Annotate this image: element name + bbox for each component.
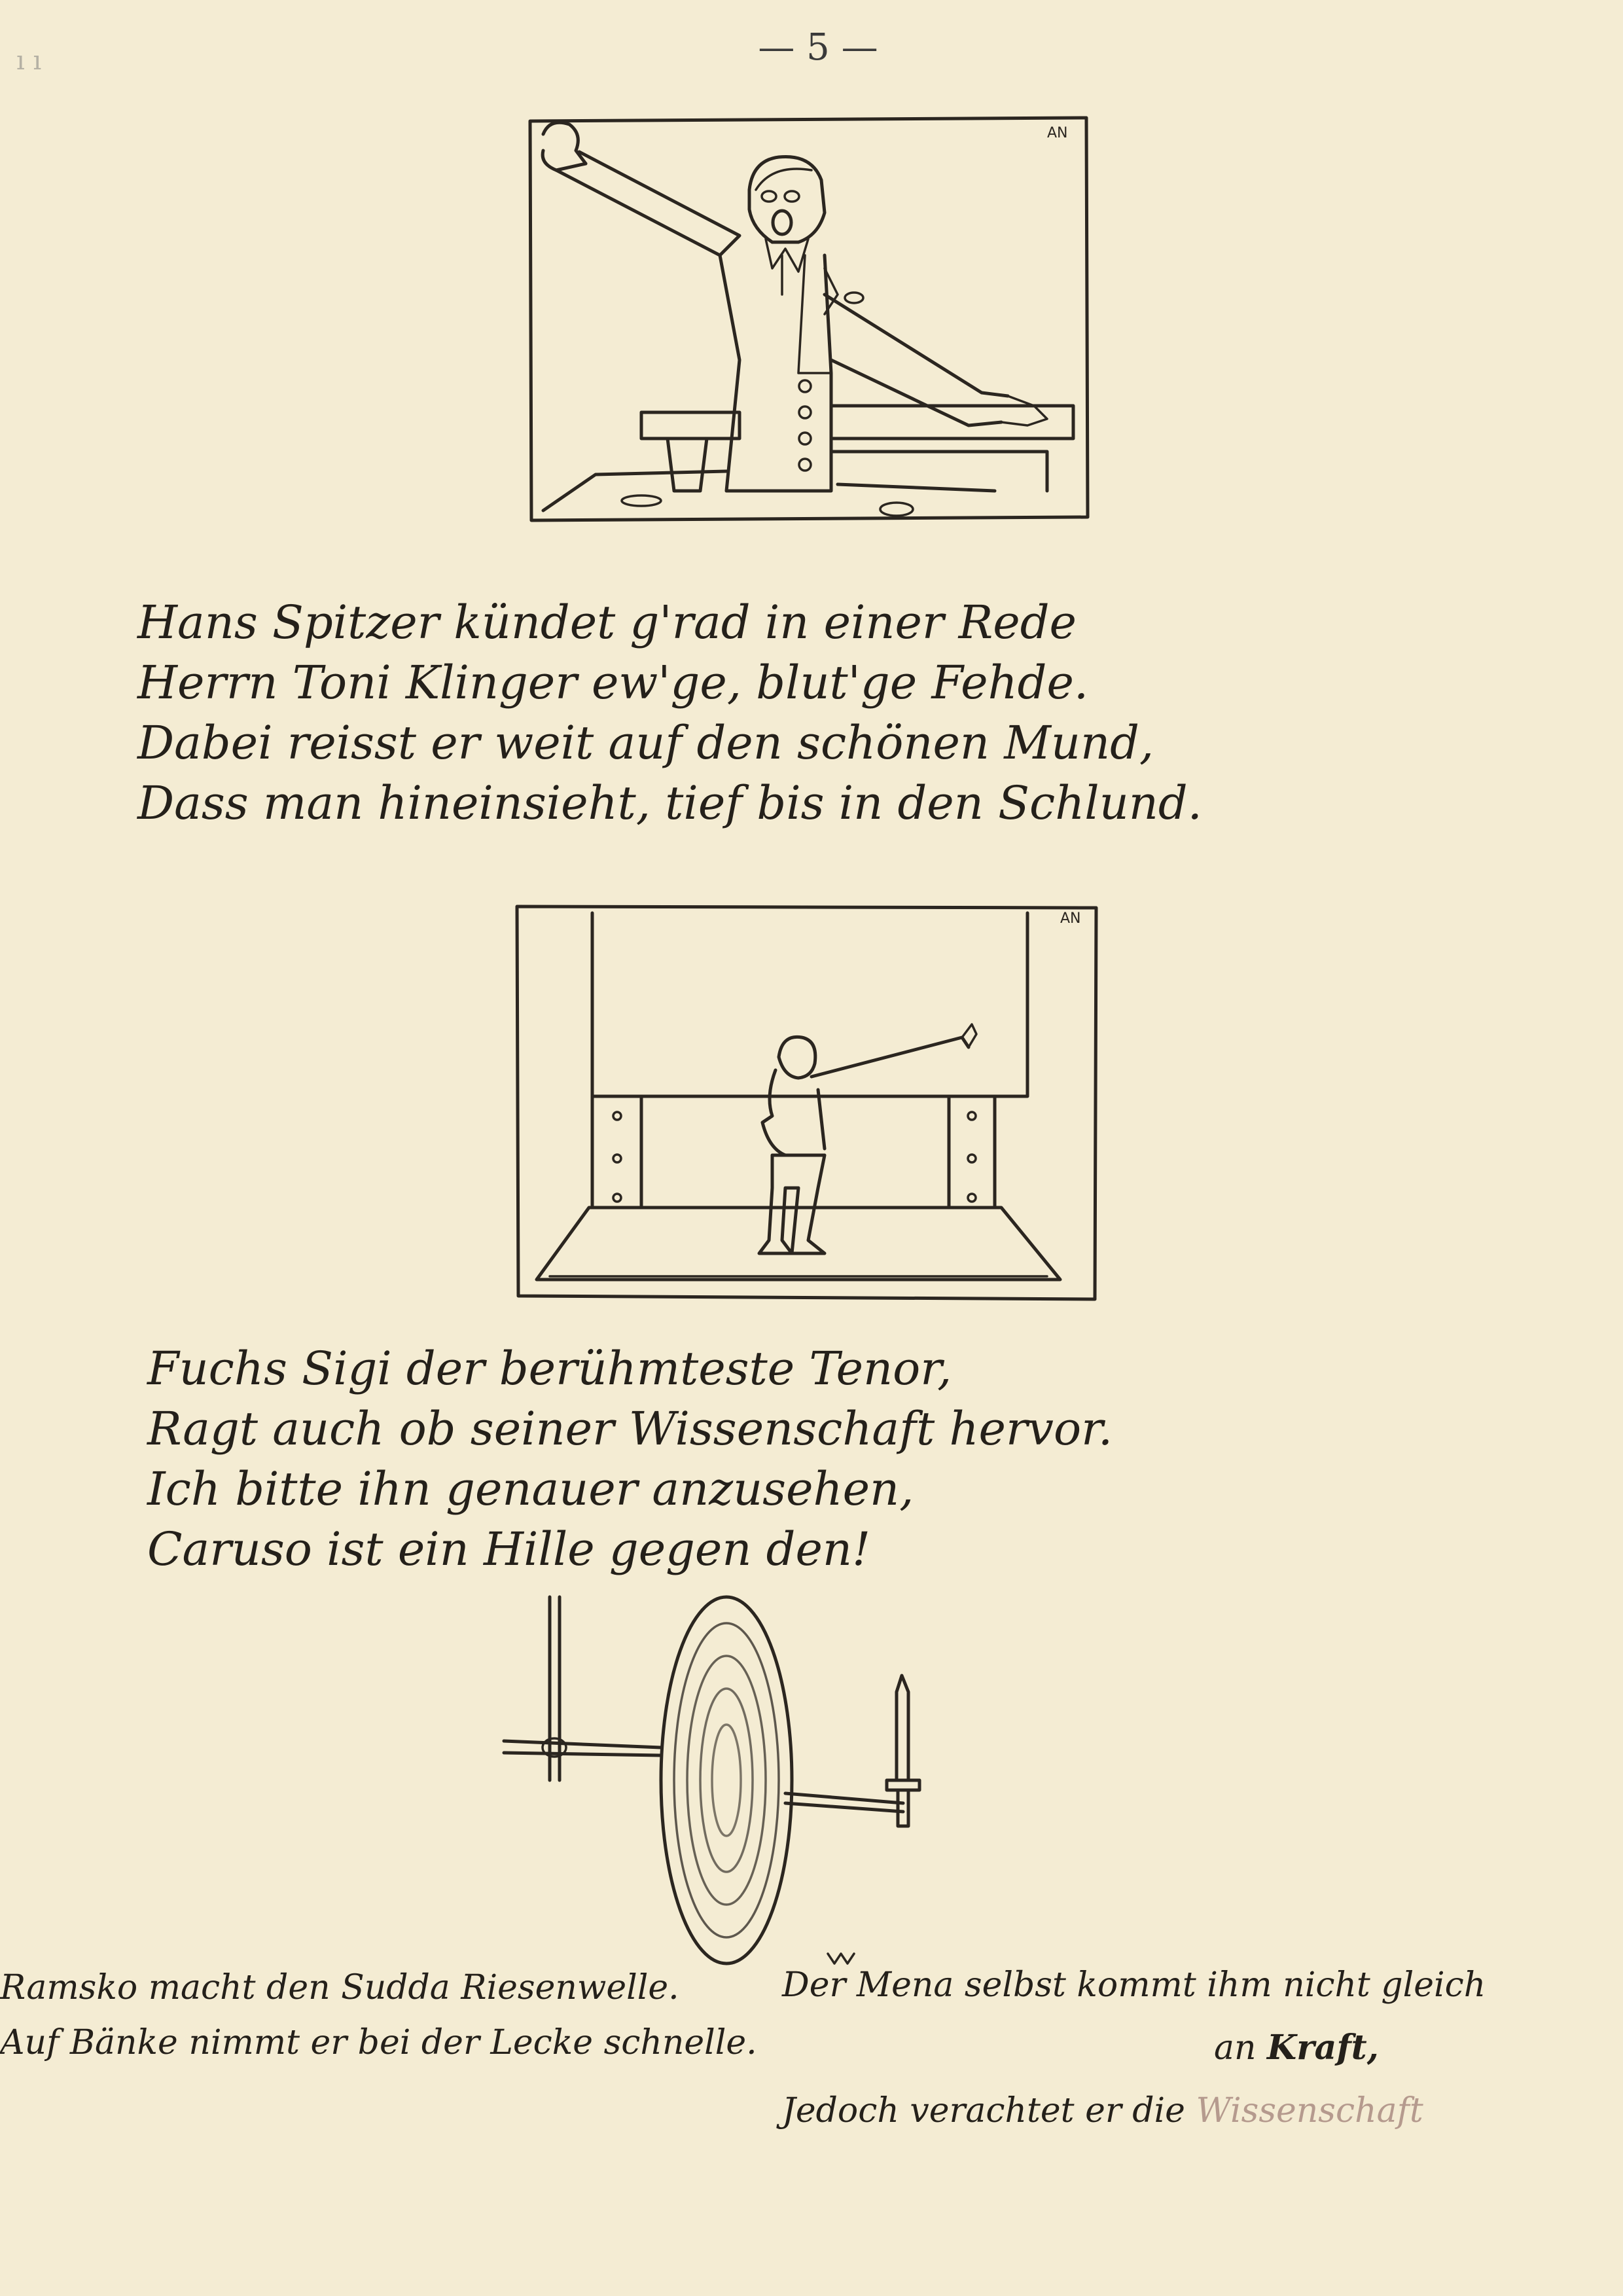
verse-word: an xyxy=(1214,2028,1268,2068)
page-number: — 5 — xyxy=(758,26,878,69)
verse-line: Ragt auch ob seiner Wissenschaft hervor. xyxy=(147,1402,1113,1456)
verse-2 xyxy=(147,1338,1113,1579)
verse-line: Dabei reisst er weit auf den schönen Mund, xyxy=(137,716,1154,770)
edge-mark: ı ı xyxy=(16,46,42,76)
illustration-singer xyxy=(524,98,1099,527)
verse-line: Fuchs Sigi der berühmteste Tenor, xyxy=(147,1342,952,1395)
verse-line xyxy=(782,2079,1486,2142)
verse-line: Herrn Toni Klinger ew'ge, blut'ge Fehde. xyxy=(137,656,1089,709)
verse-line: Hans Spitzer kündet g'rad in einer Rede xyxy=(137,596,1077,649)
illustration-signature: AN xyxy=(1047,125,1068,141)
illustration-tenor xyxy=(510,900,1099,1306)
verse-line: Ramsko macht den Sudda Riesenwelle. xyxy=(0,1968,679,2007)
verse-line: Ich bitte ihn genauer anzusehen, xyxy=(147,1462,914,1516)
illustration-signature: AN xyxy=(1060,910,1081,927)
verse-word-kraft: Kraft, xyxy=(1267,2028,1379,2068)
verse-line: Auf Bänke nimmt er bei der Lecke schnelle. xyxy=(0,2023,757,2062)
verse-line: Dass man hineinsieht, tief bis in den Schlund. xyxy=(137,776,1202,830)
verse-3 xyxy=(0,1960,757,2070)
illustration-fencing-target xyxy=(497,1584,942,1990)
verse-line: Der Mena selbst kommt ihm nicht gleich xyxy=(782,1965,1486,2005)
verse-line xyxy=(782,2017,1486,2079)
verse-1 xyxy=(137,592,1202,833)
verse-word: Jedoch verachtet er die xyxy=(782,2091,1196,2130)
verse-line: Caruso ist ein Hille gegen den! xyxy=(147,1522,871,1576)
verse-4 xyxy=(782,1954,1486,2142)
verse-word-faded: Wissenschaft xyxy=(1196,2091,1423,2130)
